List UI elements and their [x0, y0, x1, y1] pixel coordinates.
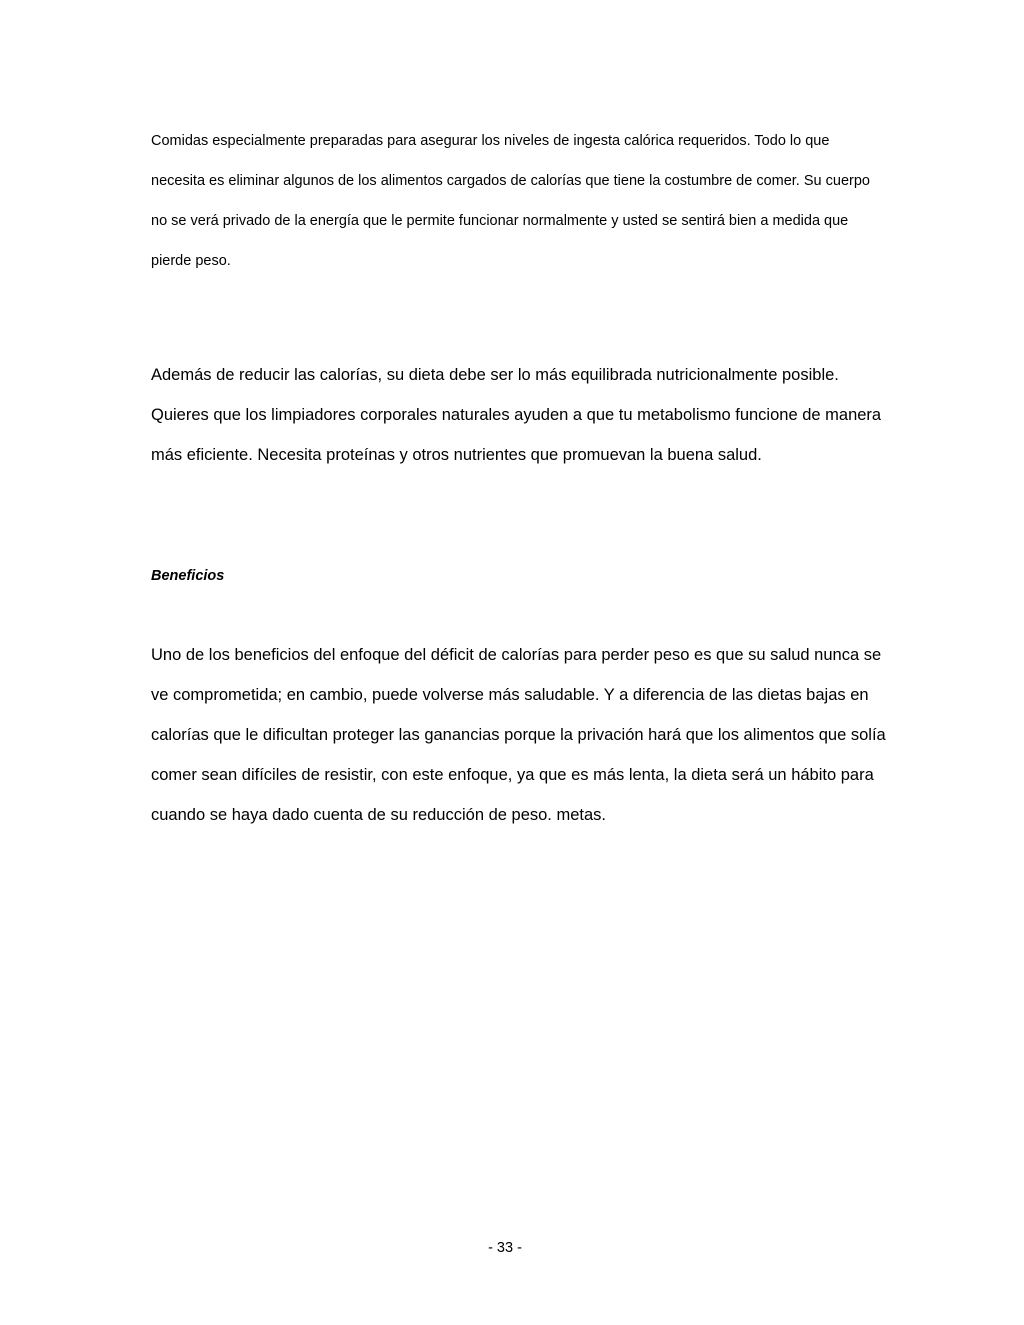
paragraph-meals: Comidas especialmente preparadas para asegurar los niveles de ingesta calórica requeridos. Todo lo que necesita es eliminar algunos de los alimentos cargados de calorías que tiene la costumbre de comer. Su cuerpo no se verá privado de la energía que le permite funcionar normalmente y usted se sentirá bien a medida que pierde peso. [151, 133, 870, 269]
paragraph-benefits: Uno de los beneficios del enfoque del déficit de calorías para perder peso es que su salud nunca se ve comprometida; en cambio, puede volverse más saludable. Y a diferencia de las dietas bajas en calorías que le dificultan proteger las ganancias porque la privación hará que los alimentos que solía comer sean difíciles de resistir, con este enfoque, ya que es más lenta, la dieta será un hábito para cuando se haya dado cuenta de su reducción de peso. metas. [151, 646, 886, 824]
page-number: - 33 - [488, 1240, 522, 1256]
paragraph-balanced-diet: Además de reducir las calorías, su dieta debe ser lo más equilibrada nutricionalmente posible. Quieres que los limpiadores corporales naturales ayuden a que tu metabolismo funcione de manera más eficiente. Necesita proteínas y otros nutrientes que promuevan la buena salud. [151, 366, 882, 464]
section-heading-benefits: Beneficios [151, 568, 225, 584]
